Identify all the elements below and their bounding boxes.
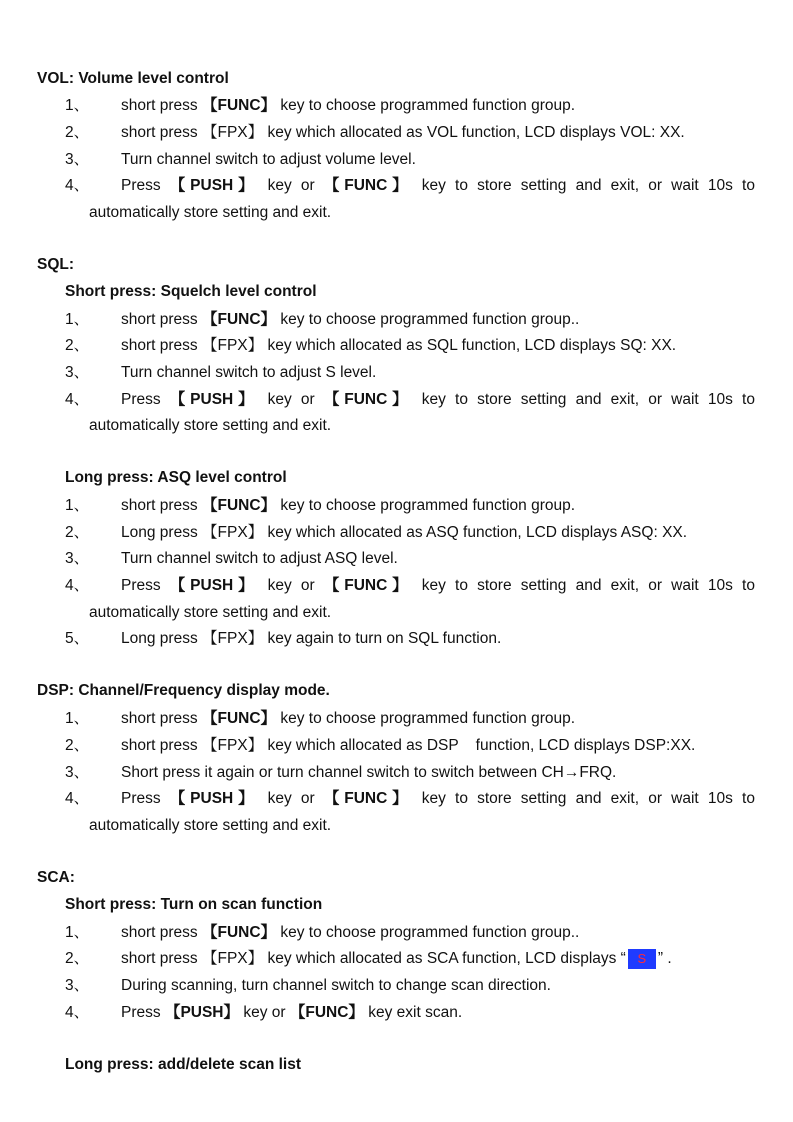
list-item: 1、 short press 【FUNC】 key to choose programmed function group.. <box>65 311 580 328</box>
sql-long-heading: Long press: ASQ level control <box>65 469 287 486</box>
list-item: 4、 Press 【PUSH】 key or 【FUNC】 key to store setting and exit, or wait 10s to <box>65 177 755 194</box>
list-item: 2、 short press 【FPX】 key which allocated as SQL function, LCD displays SQ: XX. <box>65 337 677 354</box>
list-item: 5、 Long press 【FPX】 key again to turn on SQL function. <box>65 630 502 647</box>
list-item-continuation: automatically store setting and exit. <box>89 204 332 221</box>
list-item: 3、 Turn channel switch to adjust S level. <box>65 364 377 381</box>
list-item: 4、 Press 【PUSH】 key or 【FUNC】 key exit scan. <box>65 1004 463 1021</box>
list-item: 1、 short press 【FUNC】 key to choose programmed function group. <box>65 97 576 114</box>
list-item: 2、 short press 【FPX】 key which allocated as VOL function, LCD displays VOL: XX. <box>65 124 685 141</box>
list-item: 1、 short press 【FUNC】 key to choose programmed function group. <box>65 710 576 727</box>
list-item: 3、 Turn channel switch to adjust volume level. <box>65 151 416 168</box>
list-item: 1、 short press 【FUNC】 key to choose programmed function group.. <box>65 924 580 941</box>
list-item: 2、 short press 【FPX】 key which allocated as DSP function, LCD displays DSP:XX. <box>65 737 696 754</box>
sca-short-heading: Short press: Turn on scan function <box>65 896 323 913</box>
list-item: 1、 short press 【FUNC】 key to choose programmed function group. <box>65 497 576 514</box>
list-item: 4、 Press 【PUSH】 key or 【FUNC】 key to store setting and exit, or wait 10s to <box>65 577 755 594</box>
vol-heading: VOL: Volume level control <box>37 70 229 87</box>
list-item: 4、 Press 【PUSH】 key or 【FUNC】 key to store setting and exit, or wait 10s to <box>65 790 755 807</box>
list-item: 3、 Turn channel switch to adjust ASQ level. <box>65 550 398 567</box>
dsp-heading: DSP: Channel/Frequency display mode. <box>37 682 330 699</box>
sql-heading: SQL: <box>37 256 75 273</box>
lcd-scan-indicator: S <box>628 949 656 969</box>
sql-short-heading: Short press: Squelch level control <box>65 283 317 300</box>
sca-heading: SCA: <box>37 869 75 886</box>
list-item: 2、 short press 【FPX】 key which allocated as SCA function, LCD displays “ S ” . <box>65 950 672 967</box>
list-item: 3、 Short press it again or turn channel switch to switch between CH→FRQ. <box>65 764 617 781</box>
list-item-continuation: automatically store setting and exit. <box>89 817 332 834</box>
list-item: 4、 Press 【PUSH】 key or 【FUNC】 key to store setting and exit, or wait 10s to <box>65 391 755 408</box>
list-item-continuation: automatically store setting and exit. <box>89 604 332 621</box>
sca-long-heading: Long press: add/delete scan list <box>65 1056 302 1073</box>
list-item-continuation: automatically store setting and exit. <box>89 417 332 434</box>
list-item: 3、 During scanning, turn channel switch to change scan direction. <box>65 977 551 994</box>
list-item: 2、 Long press 【FPX】 key which allocated as ASQ function, LCD displays ASQ: XX. <box>65 524 688 541</box>
